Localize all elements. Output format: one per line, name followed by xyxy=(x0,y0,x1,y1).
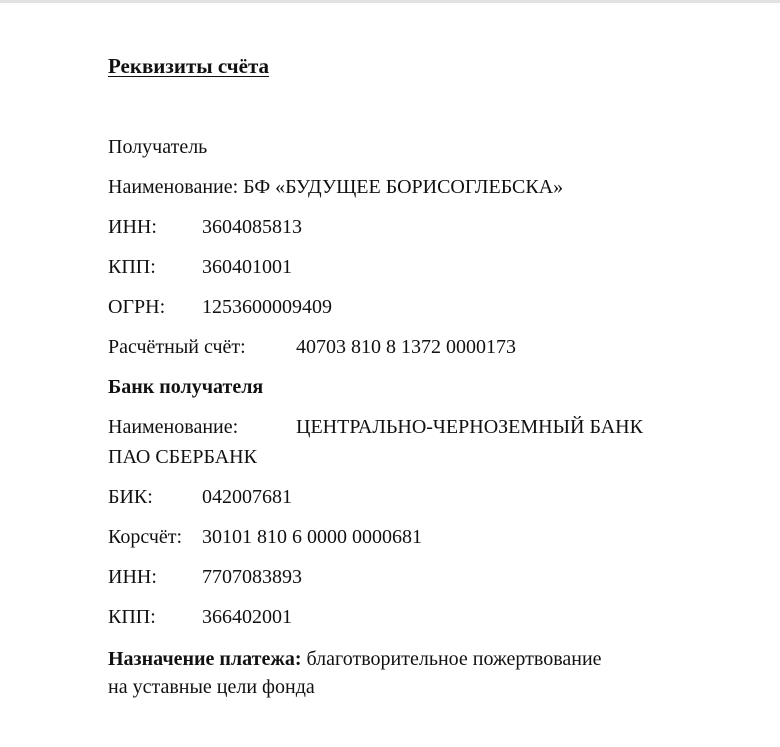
recipient-heading-text: Получатель xyxy=(108,136,208,158)
recipient-ogrn-row xyxy=(108,293,708,321)
recipient-inn-value: 3604085813 xyxy=(202,216,302,238)
bank-name-value-line1: ЦЕНТРАЛЬНО-ЧЕРНОЗЕМНЫЙ БАНК xyxy=(296,416,643,438)
purpose-row-2 xyxy=(108,673,315,701)
purpose-row xyxy=(108,645,602,673)
bank-corr-label: Корсчёт: xyxy=(108,526,183,548)
recipient-account-row xyxy=(108,333,708,361)
document-title xyxy=(108,54,299,79)
bank-corr-row xyxy=(108,523,708,551)
recipient-kpp-row xyxy=(108,253,708,281)
purpose-value-line1: благотворительное пожертвование xyxy=(306,648,602,670)
bank-bik-row xyxy=(108,483,708,511)
bank-bik-value: 042007681 xyxy=(202,486,292,508)
recipient-kpp-value: 360401001 xyxy=(202,256,292,278)
bank-name-row-2 xyxy=(108,443,257,471)
recipient-account-label: Расчётный счёт: xyxy=(108,336,246,358)
bank-kpp-label: КПП: xyxy=(108,606,156,628)
recipient-name-row xyxy=(108,173,563,201)
bank-inn-row xyxy=(108,563,708,591)
recipient-ogrn-value: 1253600009409 xyxy=(202,296,332,318)
bank-name-value-line2: ПАО СБЕРБАНК xyxy=(108,446,257,468)
recipient-name-value: БФ «БУДУЩЕЕ БОРИСОГЛЕБСКА» xyxy=(243,176,564,198)
recipient-account-value: 40703 810 8 1372 0000173 xyxy=(296,336,516,358)
page-top-border xyxy=(0,0,780,3)
document-title-text: Реквизиты счёта xyxy=(108,54,270,78)
bank-kpp-row xyxy=(108,603,708,631)
bank-bik-label: БИК: xyxy=(108,486,153,508)
bank-heading xyxy=(108,373,263,401)
bank-inn-value: 7707083893 xyxy=(202,566,302,588)
bank-inn-label: ИНН: xyxy=(108,566,157,588)
recipient-inn-label: ИНН: xyxy=(108,216,157,238)
purpose-value-line2: на уставные цели фонда xyxy=(108,676,315,698)
bank-kpp-value: 366402001 xyxy=(202,606,292,628)
title-underline-tail xyxy=(269,54,299,79)
recipient-ogrn-label: ОГРН: xyxy=(108,296,166,318)
bank-name-label: Наименование: xyxy=(108,416,239,438)
recipient-name-label: Наименование: xyxy=(108,176,239,198)
recipient-inn-row xyxy=(108,213,708,241)
recipient-heading xyxy=(108,133,207,161)
bank-corr-value: 30101 810 6 0000 0000681 xyxy=(202,526,422,548)
purpose-label: Назначение платежа: xyxy=(108,648,302,670)
recipient-kpp-label: КПП: xyxy=(108,256,156,278)
bank-heading-text: Банк получателя xyxy=(108,376,264,398)
bank-name-row xyxy=(108,413,728,441)
